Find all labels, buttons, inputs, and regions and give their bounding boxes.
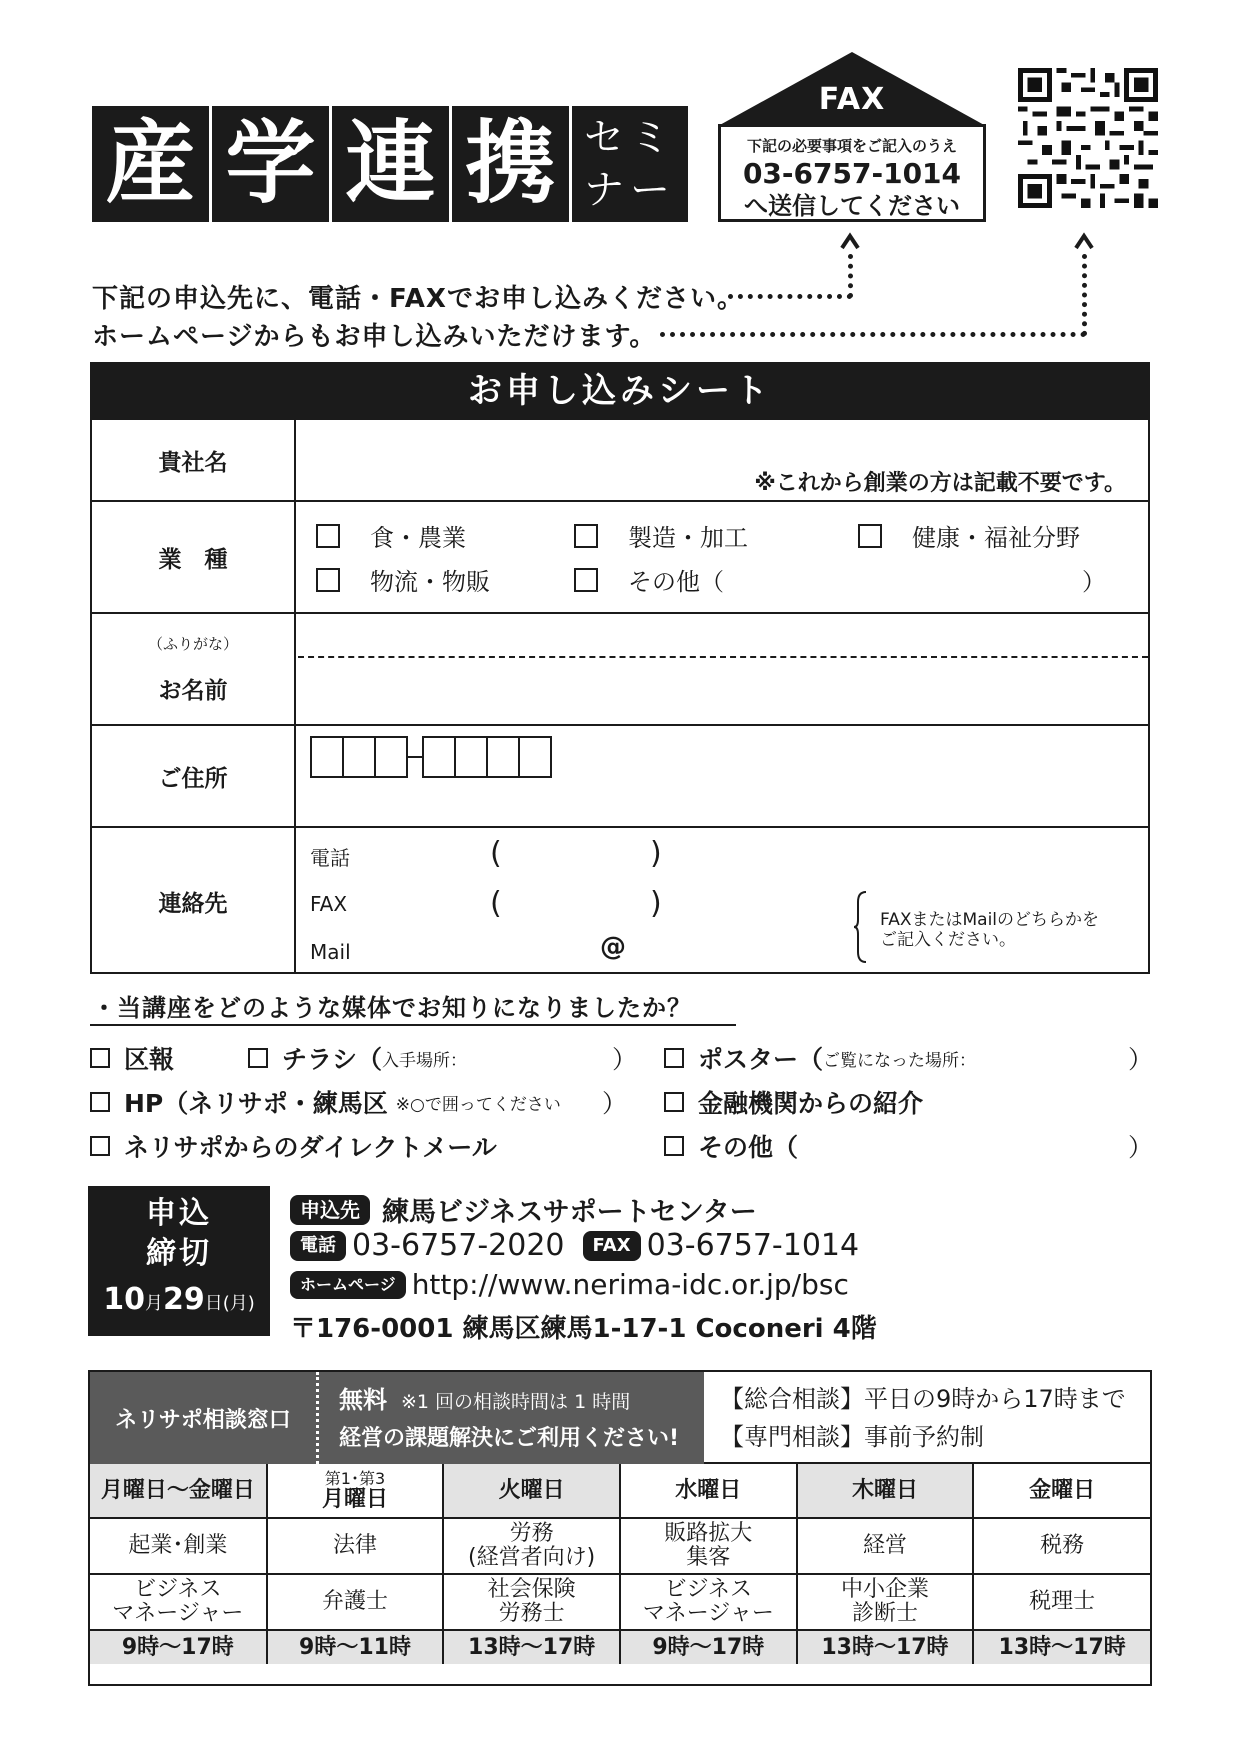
deadline-label: 締切 [146,1236,212,1271]
deadline-date [88,1282,270,1317]
option-label: 健康・福祉分野 [912,524,1080,552]
cell-text: 9時〜17時 [652,1634,765,1660]
option-label: HP（ネリサポ・練馬区 [124,1089,388,1118]
general-consult: 【総合相談】平日の9時から17時まで [720,1385,1126,1413]
industry-label: 業 種 [92,502,296,612]
name-field[interactable] [298,614,1148,724]
mail-label: Mail [310,940,351,964]
postal-code-box[interactable] [454,736,488,778]
cell-text: 木曜日 [851,1477,918,1503]
cell-text: 火曜日 [498,1477,565,1503]
furigana-divider [298,656,1148,658]
fax-number[interactable]: 03-6757-1014 [742,157,962,190]
title-char: 連 [332,106,452,222]
schedule-cell [973,1518,1150,1574]
cell-text: 中小企業 [840,1577,929,1602]
schedule-cell [267,1630,444,1664]
cell-text: 水曜日 [675,1477,742,1503]
checkbox-icon[interactable] [574,568,598,592]
industry-option[interactable] [316,562,490,597]
homepage-tag: ホームページ [290,1271,406,1299]
schedule-cell [90,1630,267,1664]
cell-text: 金曜日 [1029,1477,1096,1503]
title-sub-line: セミ [584,115,676,161]
option-label: ネリサポからのダイレクトメール [124,1133,497,1162]
dotted-connector [660,332,1086,337]
open-paren: ( [490,886,502,921]
checkbox-icon[interactable] [574,524,598,548]
flyer-note: 入手場所： [382,1050,468,1071]
form-header: お申し込みシート [90,362,1150,420]
cell-text: 13時〜17時 [821,1634,949,1660]
checkbox-icon[interactable] [90,1136,110,1156]
title-char: 産 [92,106,212,222]
deadline-month: 10 [103,1282,145,1317]
schedule-cell [267,1574,444,1630]
media-option-ward[interactable] [90,1040,174,1076]
schedule-cell [797,1464,974,1518]
media-option-financial[interactable] [664,1084,923,1120]
free-note: ※1 回の相談時間は 1 時間 [401,1391,631,1413]
media-option-other[interactable] [664,1128,798,1164]
postal-code-box[interactable] [310,736,344,778]
contact-note-line: ご記入ください。 [880,930,1016,950]
special-consult: 【専門相談】事前予約制 [720,1423,984,1451]
title-char: 学 [212,106,332,222]
month-unit: 月 [144,1293,163,1314]
media-option-flyer[interactable] [248,1040,467,1076]
address-field[interactable] [298,726,1148,826]
schedule-cell [973,1630,1150,1664]
postal-code-box[interactable] [518,736,552,778]
cell-text: 弁護士 [321,1589,388,1614]
schedule-days-row [90,1464,1150,1518]
arrow-up-icon [838,226,862,256]
cell-text: 9時〜11時 [299,1634,411,1660]
schedule-cell [443,1574,620,1630]
arrow-up-icon [1072,226,1096,256]
schedule-cell [620,1518,797,1574]
cell-text: 経営 [862,1533,907,1558]
schedule-cell [443,1464,620,1518]
seminar-title [92,106,688,222]
cell-text: マネージャー [112,1601,244,1626]
paren-close: ） [1082,568,1106,596]
option-label: 金融機関からの紹介 [698,1089,924,1118]
dotted-connector [1082,254,1087,336]
schedule-cell [620,1464,797,1518]
tel-fax-row [290,1228,859,1263]
dotted-connector [848,254,853,298]
cell-text: 月曜日 [321,1486,388,1512]
postal-code-box[interactable] [374,736,408,778]
form-row-contact [92,828,1148,974]
deadline-day: 29 [162,1282,205,1317]
contact-note [880,910,1099,950]
schedule-topics-row [90,1518,1150,1574]
name-label-cell [92,614,296,724]
cell-text: 13時〜17時 [468,1634,596,1660]
furigana-label: （ふりがな） [147,635,238,653]
option-label: チラシ [282,1045,358,1074]
contact-note-line: FAXまたはMailのどちらかを [880,910,1100,930]
form-row-address [92,726,1148,828]
hp-note: ※○で囲ってください [395,1094,561,1115]
day-unit: 日 [204,1293,223,1314]
homepage-url[interactable]: http://www.nerima-idc.or.jp/bsc [411,1268,849,1301]
media-option-direct-mail[interactable] [90,1128,497,1164]
media-option-poster[interactable] [664,1040,976,1076]
free-label: 無料 [339,1386,387,1414]
fax-number-contact[interactable]: 03-6757-1014 [646,1228,860,1263]
schedule-cell [797,1518,974,1574]
fax-submission-box [718,52,986,222]
instruction-homepage: ホームページからもお申し込みいただけます。 [92,322,657,352]
industry-option[interactable] [574,562,724,597]
option-label: 区報 [124,1045,175,1074]
schedule-cell [973,1574,1150,1630]
apply-to-row [290,1190,757,1229]
form-row-industry [92,502,1148,614]
cell-text: 労務 [509,1521,554,1546]
schedule-cell [90,1518,267,1574]
close-paren: ) [650,836,662,871]
schedule-cell [797,1630,974,1664]
dotted-connector [728,294,852,299]
paren-close: ） [612,1045,638,1074]
schedule-experts-row [90,1574,1150,1630]
schedule-cell [620,1630,797,1664]
apply-tag: 申込先 [290,1195,370,1225]
schedule-cell [443,1630,620,1664]
schedule-cell [620,1574,797,1630]
cell-text: 起業･創業 [128,1533,228,1558]
schedule-cell [973,1464,1150,1518]
media-question: ・当講座をどのような媒体でお知りになりましたか？ [92,994,692,1022]
cell-text: 月曜日〜金曜日 [100,1477,255,1503]
curly-brace-icon [854,890,870,964]
option-label: 製造・加工 [628,524,748,552]
address-label: ご住所 [92,726,296,826]
poster-note: ご覧になった場所： [823,1050,977,1071]
schedule-cell [267,1464,444,1518]
company-field[interactable] [298,420,1148,500]
cell-text: 9時〜17時 [121,1634,234,1660]
cell-text: 社会保険 [487,1577,576,1602]
consult-title: ネリサポ相談窓口 [90,1372,316,1464]
deadline-box [88,1186,270,1336]
checkbox-icon[interactable] [664,1136,684,1156]
consult-free-info [316,1372,704,1464]
cell-text: 労務士 [498,1601,565,1626]
checkbox-icon[interactable] [316,568,340,592]
cell-text: (経営者向け) [468,1545,596,1570]
cell-text: 13時〜17時 [998,1634,1126,1660]
address-row [290,1308,877,1345]
at-mark: @ [600,932,626,962]
fax-send-text: へ送信してください [744,192,960,220]
schedule-cell [90,1464,267,1518]
cell-text: ビジネス [664,1577,752,1602]
company-label: 貴社名 [92,420,296,500]
form-row-company [92,420,1148,502]
checkbox-icon[interactable] [90,1092,110,1112]
open-paren: ( [490,836,502,871]
paren-open: （ [798,1045,824,1074]
consult-header [90,1372,1150,1464]
cell-text: 販路拡大 [664,1521,753,1546]
postal-code-box[interactable] [422,736,456,778]
option-label: その他（ [628,568,724,596]
postal-code-box[interactable] [486,736,520,778]
question-underline [90,1024,736,1026]
paren-close: ） [1128,1133,1154,1162]
free-line2: 経営の課題解決にご利用ください! [339,1426,680,1451]
fax-field-label: FAX [310,892,348,916]
schedule-cell [90,1574,267,1630]
title-char: 携 [452,106,572,222]
tel-number[interactable]: 03-6757-2020 [352,1228,565,1263]
checkbox-icon[interactable] [664,1092,684,1112]
homepage-row [290,1268,849,1301]
deadline-label: 申込 [146,1196,212,1231]
postal-code-box[interactable] [342,736,376,778]
consult-hours-info [704,1372,1150,1464]
organization-name: 練馬ビジネスサポートセンター [382,1197,757,1228]
industry-option[interactable] [858,518,1080,553]
fax-note: 下記の必要事項をご記入のうえ [746,137,957,155]
option-label: ポスター [698,1045,799,1074]
name-label: お名前 [158,678,228,704]
fax-label: FAX [818,82,886,117]
contact-label: 連絡先 [92,828,296,974]
fax-instructions [718,124,986,222]
paren-open: （ [357,1045,383,1074]
postal-address: 〒176-0001 練馬区練馬1-17-1 Coconeri 4階 [290,1314,877,1344]
consult-schedule [90,1464,1150,1664]
tel-tag: 電話 [290,1231,346,1261]
cell-text: 診断士 [851,1601,918,1626]
media-option-hp[interactable] [90,1084,561,1120]
industry-option[interactable] [316,518,466,553]
cell-text: 法律 [332,1533,377,1558]
checkbox-icon[interactable] [858,524,882,548]
instruction-phone-fax: 下記の申込先に、電話・FAXでお申し込みください。 [92,284,744,314]
schedule-cell [797,1574,974,1630]
checkbox-icon[interactable] [248,1048,268,1068]
option-label: その他（ [698,1133,799,1162]
industry-options [298,502,1148,612]
cell-text: 第1･第3 [324,1468,386,1488]
title-sub-line: ナー [584,167,676,213]
schedule-cell [443,1518,620,1574]
cell-text: 税務 [1040,1533,1085,1558]
form-row-name [92,614,1148,726]
qr-code-icon[interactable] [1018,68,1158,208]
consultation-desk [88,1370,1152,1686]
company-note: ※これから創業の方は記載不要です。 [754,471,1126,496]
title-subtitle [572,106,688,222]
checkbox-icon[interactable] [90,1048,110,1068]
paren-close: ） [602,1089,628,1118]
cell-text: 集客 [686,1545,731,1570]
contact-fields [298,828,1148,974]
checkbox-icon[interactable] [664,1048,684,1068]
close-paren: ) [650,886,662,921]
cell-text: マネージャー [642,1601,774,1626]
cell-text: ビジネス [134,1577,222,1602]
schedule-hours-row [90,1630,1150,1664]
option-label: 物流・物販 [370,568,490,596]
checkbox-icon[interactable] [316,524,340,548]
application-form [90,420,1150,974]
phone-label: 電話 [310,846,350,870]
cell-text: 税理士 [1029,1589,1096,1614]
fax-tag: FAX [583,1231,641,1261]
paren-close: ） [1128,1045,1154,1074]
option-label: 食・農業 [370,524,466,552]
deadline-weekday: (月) [222,1293,255,1314]
schedule-cell [267,1518,444,1574]
industry-option[interactable] [574,518,748,553]
